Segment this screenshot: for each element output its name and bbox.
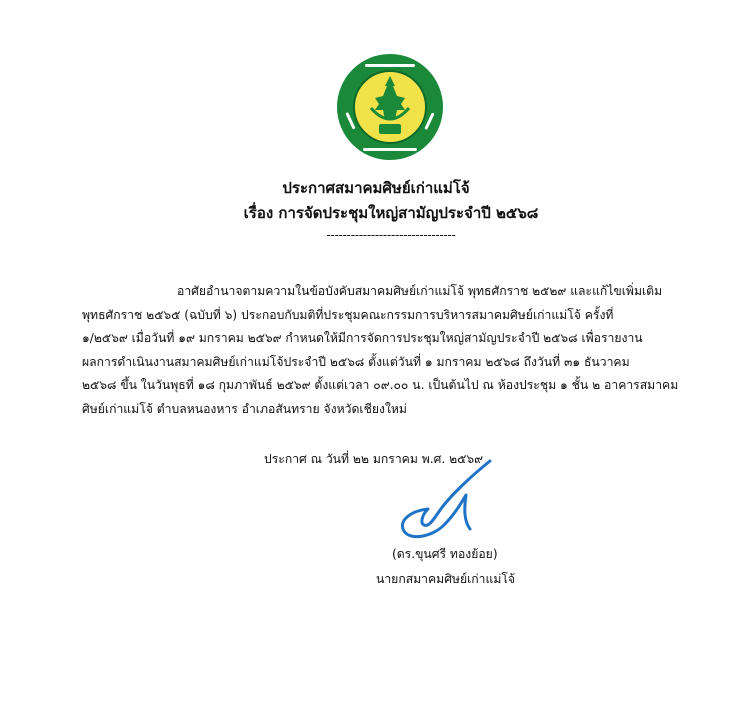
- announcement-title: ประกาศสมาคมศิษย์เก่าแม่โจ้: [282, 179, 470, 197]
- announcement-date: ประกาศ ณ วันที่ ๒๒ มกราคม พ.ศ. ๒๕๖๙: [264, 452, 484, 466]
- body-line: ศิษย์เก่าแม่โจ้ ตำบลหนองหาร อำเภอสันทราย จังหวัดเชียงใหม่: [82, 401, 407, 416]
- body-line: ๒๕๖๘ ขึ้น ในวันพุธที่ ๑๘ กุมภาพันธ์ ๒๕๖๙ ตั้งแต่เวลา ๐๙.๐๐ น. เป็นต้นไป ณ ห้องประชุม ๑ ชั้น ๒ อาคารสมาคม: [82, 378, 679, 393]
- handwritten-signature: [380, 455, 510, 545]
- signer-title: นายกสมาคมศิษย์เก่าแม่โจ้: [376, 572, 516, 586]
- body-line: ผลการดำเนินงานสมาคมศิษย์เก่าแม่โจ้ประจำปี ๒๕๖๘ ตั้งแต่วันที่ ๑ มกราคม ๒๕๖๘ ถึงวันที่ ๓๑ ธันวาคม: [82, 354, 630, 369]
- association-logo: [335, 52, 445, 162]
- signer-name: (ดร.ขุนศรี ทองย้อย): [392, 547, 498, 561]
- announcement-body: [82, 280, 702, 422]
- body-line: ๑/๒๕๖๙ เมื่อวันที่ ๑๙ มกราคม ๒๕๖๙ กำหนดให้มีการจัดการประชุมใหญ่สามัญประจำปี ๒๕๖๘ เพื่อรายงาน: [82, 331, 643, 346]
- body-line: อาศัยอำนาจตามความในข้อบังคับสมาคมศิษย์เก่าแม่โจ้ พุทธศักราช ๒๕๒๙ และแก้ไขเพิ่มเติม: [177, 284, 663, 298]
- title-divider: --------------------------------: [326, 228, 456, 242]
- body-line: พุทธศักราช ๒๕๖๕ (ฉบับที่ ๖) ประกอบกับมติที่ประชุมคณะกรรมการบริหารสมาคมศิษย์เก่าแม่โจ้ ครั้งที่: [82, 307, 614, 322]
- announcement-header: [0, 176, 752, 244]
- announcement-subject: เรื่อง การจัดประชุมใหญ่สามัญประจำปี ๒๕๖๘: [243, 204, 539, 222]
